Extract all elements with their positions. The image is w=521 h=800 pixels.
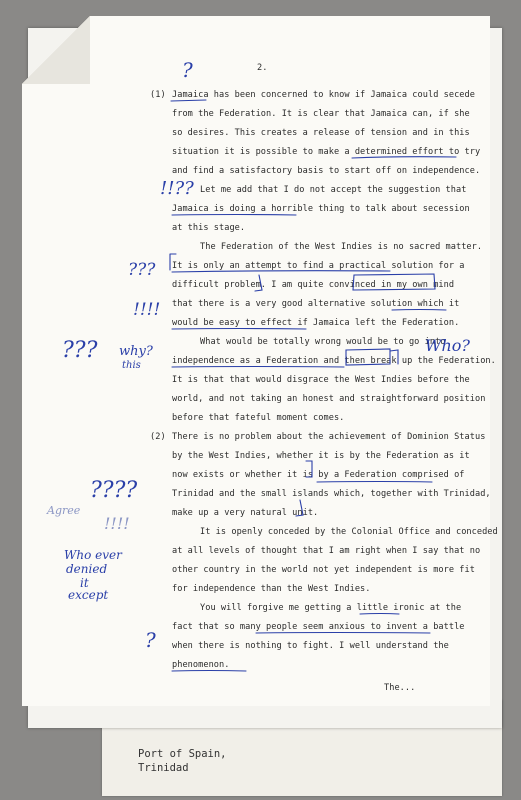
text-line: difficult problem. I am quite convinced in my own mind xyxy=(172,280,455,290)
annotation-except: except xyxy=(68,588,109,602)
text-line: Trinidad and the small islands which, together with Trinidad, xyxy=(172,489,491,499)
text-line: It is only an attempt to find a practical solution for a xyxy=(172,261,465,271)
annotation-who-ever: Who ever xyxy=(64,548,122,562)
text-line: fact that so many people seem anxious to invent a battle xyxy=(172,622,465,632)
annotation-exclaim: !!!! xyxy=(104,514,130,533)
text-line: Let me add that I do not accept the suggestion that xyxy=(200,185,467,195)
text-line: and find a satisfactory basis to start off on independence. xyxy=(172,166,481,176)
annotation-it: it xyxy=(80,576,89,590)
annotation-question: ??? xyxy=(128,260,156,280)
text-line: from the Federation. It is clear that Jamaica can, if she xyxy=(172,109,470,119)
text-line: for independence than the West Indies. xyxy=(172,584,371,594)
text-line: There is no problem about the achievement of Dominion Status xyxy=(172,432,486,442)
text-line: It is openly conceded by the Colonial Office and conceded xyxy=(200,527,498,537)
para-number-1: (1) xyxy=(150,90,166,100)
text-line: by the West Indies, whether it is by the Federation as it xyxy=(172,451,470,461)
text-line: at all levels of thought that I am right when I say that no xyxy=(172,546,481,556)
text-line: so desires. This creates a release of tension and in this xyxy=(172,128,470,138)
text-line: Jamaica is doing a horrible thing to talk about secession xyxy=(172,204,470,214)
text-line: situation it is possible to make a determined effort to try xyxy=(172,147,481,157)
text-line: Jamaica has been concerned to know if Jamaica could secede xyxy=(172,90,475,100)
text-line: The Federation of the West Indies is no sacred matter. xyxy=(200,242,483,252)
annotation-exclaim: !!?? xyxy=(160,178,194,199)
text-line: world, and not taking an honest and straightforward position xyxy=(172,394,486,404)
annotation-why: why? xyxy=(119,344,153,359)
annotation-agree: Agree xyxy=(47,504,81,517)
text-line: at this stage. xyxy=(172,223,246,233)
text-line: would be easy to effect if Jamaica left the Federation. xyxy=(172,318,460,328)
text-line: What would be totally wrong would be to go into xyxy=(200,337,446,347)
text-line: before that fateful moment comes. xyxy=(172,413,345,423)
text-line: when there is nothing to fight. I well understand the xyxy=(172,641,449,651)
text-line: phenomenon. xyxy=(172,660,230,670)
annotation-this: this xyxy=(122,360,141,371)
text-line: that there is a very good alternative solution which it xyxy=(172,299,460,309)
text-line: make up a very natural unit. xyxy=(172,508,319,518)
annotation-question: ? xyxy=(182,58,193,82)
annotation-question: ? xyxy=(145,628,156,652)
annotation-who: Who? xyxy=(425,336,470,355)
catchword: The... xyxy=(384,683,416,693)
para-number-2: (2) xyxy=(150,432,166,442)
annotation-denied: denied xyxy=(66,562,108,576)
text-line: now exists or whether it is by a Federation comprised of xyxy=(172,470,465,480)
text-line: It is that that would disgrace the West Indies before the xyxy=(172,375,470,385)
footer-line-1: Port of Spain, xyxy=(138,748,227,760)
text-line: other country in the world not yet independent is more fit xyxy=(172,565,475,575)
annotation-question: ???? xyxy=(90,478,138,503)
annotation-question: ??? xyxy=(62,338,98,363)
footer-line-2: Trinidad xyxy=(138,762,189,774)
text-line: You will forgive me getting a little ironic at the xyxy=(200,603,462,613)
text-line: independence as a Federation and then break up the Federation. xyxy=(172,356,496,366)
annotation-exclaim: !!!! xyxy=(133,300,161,320)
page-number: 2. xyxy=(257,63,268,73)
